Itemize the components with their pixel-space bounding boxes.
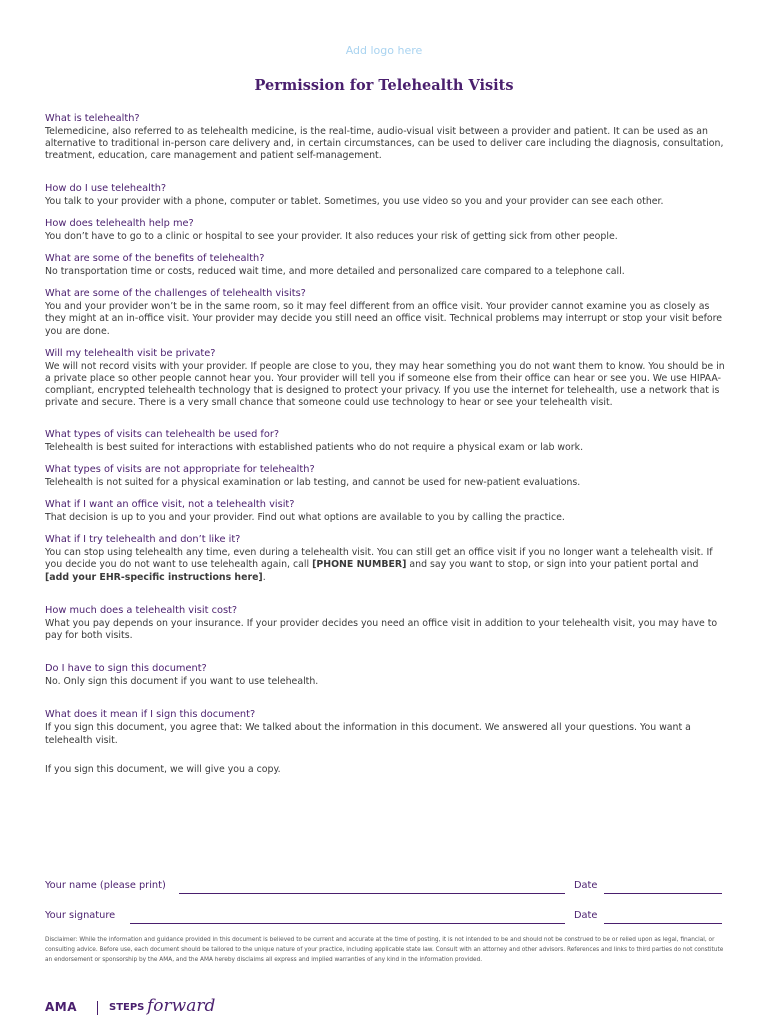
section-privacy xyxy=(45,347,725,410)
page-title: Permission for Telehealth Visits xyxy=(254,77,514,94)
question-heading: How do I use telehealth? xyxy=(45,182,167,194)
question-heading: What if I want an office visit, not a telehealth visit? xyxy=(45,499,295,511)
question-heading: Will my telehealth visit be private? xyxy=(45,347,216,359)
logo-placeholder: Add logo here xyxy=(345,44,423,57)
answer-text: Telehealth is best suited for interactions with established patients who do not require a physical exam or lab work. xyxy=(45,441,584,453)
date-label: Date xyxy=(574,880,598,891)
steps-forward-logo-forward: forward xyxy=(147,996,216,1016)
section-cost xyxy=(45,604,725,642)
name-label: Your name (please print) xyxy=(45,880,166,891)
answer-text: If you sign this document, you agree that: We talked about the information in this document. We answered all your questions. You want a telehealth visit. xyxy=(45,722,691,746)
answer-text: No. Only sign this document if you want to use telehealth. xyxy=(45,676,319,688)
question-heading: What is telehealth? xyxy=(45,113,140,124)
ehr-instructions-placeholder: [add your EHR-specific instructions here] xyxy=(45,571,263,583)
answer-text: That decision is up to you and your provider. Find out what options are available to you by calling the practice. xyxy=(45,512,565,524)
section-benefits xyxy=(45,252,725,278)
question-heading: What are some of the benefits of telehealth? xyxy=(45,253,265,265)
document-body xyxy=(45,112,725,776)
answer-text-part: and say you want to stop, or sign into your patient portal and xyxy=(406,559,699,571)
date-input-line[interactable] xyxy=(604,893,722,894)
steps-forward-logo-steps: STEPS xyxy=(109,1002,145,1013)
section-not-appropriate xyxy=(45,463,725,489)
answer-text: Telehealth is not suited for a physical examination or lab testing, and cannot be used for new-patient evaluations. xyxy=(45,476,581,488)
disclaimer-text: Disclaimer: While the information and guidance provided in this document is believed to be current and accurate at the time of posting, it is not intended to be and should not be construed to be or relied upon as legal, financial, or consulting advice. Before use, each document should be tailored to the unique nature of your practice, including applicable state law. Consult with an attorney and other advisors. References and links to third parties do not constitute an endorsement or sponsorship by the AMA, and the AMA hereby disclaims all express and implied warranties of any kind in the information provided. xyxy=(45,937,724,963)
ama-logo: AMA xyxy=(45,1000,78,1014)
question-heading: How does telehealth help me? xyxy=(45,217,194,229)
answer-text-part: You can stop using telehealth any time, even during a telehealth visit. You can still get an office visit if you no longer want a telehealth visit. If you decide you do not want to use telehealth again, call xyxy=(45,547,713,571)
answer-text: What you pay depends on your insurance. If your provider decides you need an office visit in addition to your telehealth visit, you may have to pay for both visits. xyxy=(45,617,718,642)
signature-field-row xyxy=(45,910,725,926)
section-challenges xyxy=(45,287,725,338)
question-heading: What does it mean if I sign this document? xyxy=(45,709,256,721)
answer-text-copy: If you sign this document, we will give you a copy. xyxy=(45,763,281,775)
answer-text: No transportation time or costs, reduced wait time, and more detailed and personalized care compared to a telephone call. xyxy=(45,266,625,278)
date-label: Date xyxy=(574,910,598,921)
name-input-line[interactable] xyxy=(179,893,565,894)
answer-text: You talk to your provider with a phone, computer or tablet. Sometimes, you use video so you and your provider can see each other. xyxy=(45,195,664,207)
phone-number-placeholder: [PHONE NUMBER] xyxy=(312,559,407,571)
section-how-help xyxy=(45,217,725,243)
answer-text-part: . xyxy=(262,571,266,583)
signature-input-line[interactable] xyxy=(130,923,565,924)
section-what-is-telehealth xyxy=(45,112,725,163)
section-how-use xyxy=(45,182,725,208)
answer-text: You and your provider won’t be in the same room, so it may feel different from an office visit. Your provider cannot examine you as closely as they might at an in-office visit. Your provider may decide you still need an office visit. Technical problems may interrupt or stop your visit before you are done. xyxy=(45,301,723,337)
section-sign-meaning xyxy=(45,708,725,776)
section-office-visit xyxy=(45,498,725,524)
logo-divider xyxy=(97,1001,98,1015)
answer-text: You don’t have to go to a clinic or hospital to see your provider. It also reduces your risk of getting sick from other people. xyxy=(45,230,618,242)
date-input-line[interactable] xyxy=(604,923,722,924)
name-field-row xyxy=(45,880,725,896)
question-heading: What if I try telehealth and don’t like it? xyxy=(45,534,241,546)
signature-label: Your signature xyxy=(45,910,116,921)
section-dont-like xyxy=(45,533,725,584)
question-heading: What types of visits are not appropriate for telehealth? xyxy=(45,463,315,475)
section-have-to-sign xyxy=(45,662,725,688)
answer-text: We will not record visits with your provider. If people are close to you, they may hear something you do not want them to know. You should be in a private place so other people cannot hear you. Your provider will tell you if someone else from their office can hear or see you. We use HIPAA-compliant, encrypted telehealth technology that is designed to protect your privacy. If you use the internet for telehealth, use a network that is private and secure. There is a very small chance that someone could use technology to hear or see your telehealth visit. xyxy=(45,360,725,409)
answer-text: Telemedicine, also referred to as telehealth medicine, is the real-time, audio-visual visit between a provider and patient. It can be used as an alternative to traditional in-person care delivery and, in certain circumstances, can be used to deliver care including the diagnosis, consultation, treatment, education, care management and patient self-management. xyxy=(45,126,724,162)
question-heading: What types of visits can telehealth be used for? xyxy=(45,428,280,440)
question-heading: What are some of the challenges of telehealth visits? xyxy=(45,288,306,300)
section-visit-types xyxy=(45,428,725,454)
answer-text xyxy=(45,547,725,584)
question-heading: Do I have to sign this document? xyxy=(45,663,207,675)
question-heading: How much does a telehealth visit cost? xyxy=(45,604,238,616)
